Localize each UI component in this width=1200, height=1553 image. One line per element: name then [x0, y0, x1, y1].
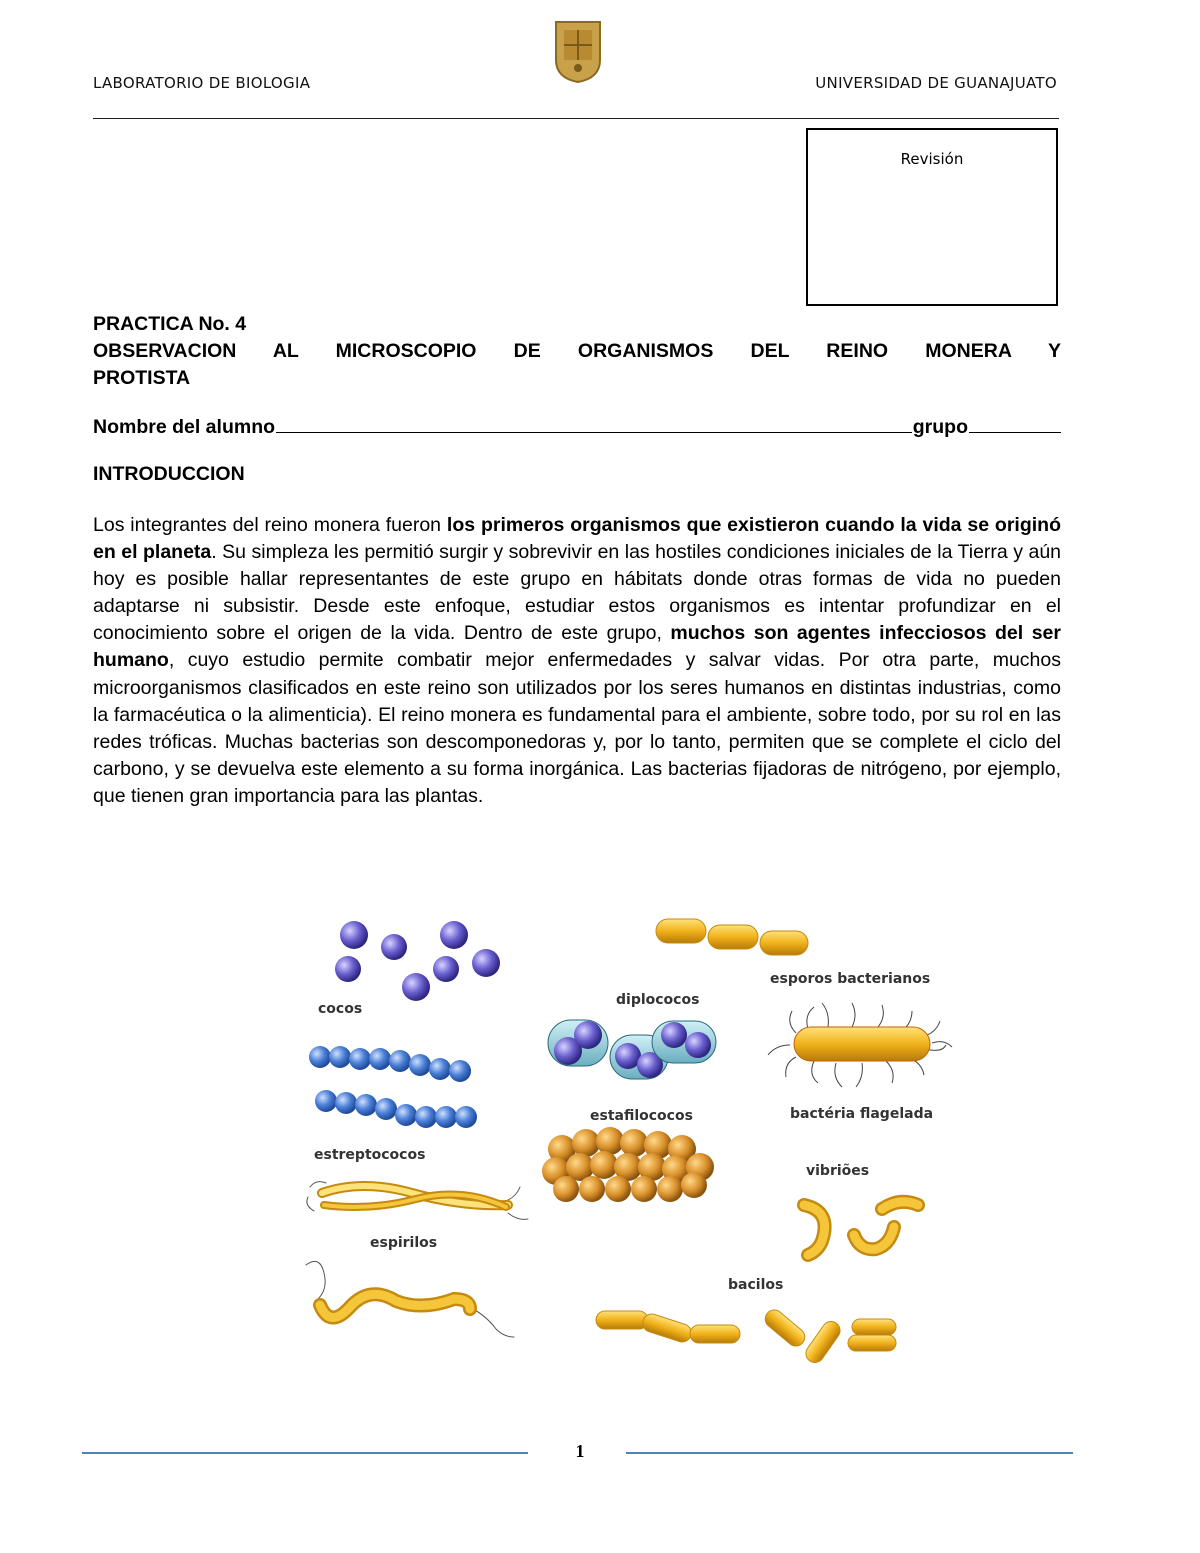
header-lab-title: LABORATORIO DE BIOLOGIA: [93, 74, 311, 92]
header-rule: [93, 118, 1059, 119]
header-university: UNIVERSIDAD DE GUANAJUATO: [815, 74, 1057, 92]
bacteria-figure: [296, 905, 956, 1380]
estafilococos-illustration: [542, 1127, 714, 1202]
intro-text-3: , cuyo estudio permite combatir mejor enfermedades y salvar vidas. Por otra parte, muchos microorganismos clasificados en este reino son utilizados por los seres humanos en distintas industrias, como la farmacéutica o la alimenticia). El reino monera es fundamental para el ambiente, sobre todo, por su rol en las redes tróficas. Muchas bacterias son descomponedoras y, por lo tanto, permiten que se complete el ciclo del carbono, y se devuelva este elemento a su forma inorgánica. Las bacterias fijadoras de nitrógeno, por ejemplo, que tienen gran importancia para las plantas.: [93, 649, 1061, 807]
footer-rule-left: [82, 1452, 528, 1454]
intro-text-1: Los integrantes del reino monera fueron: [93, 514, 447, 536]
label-bacilos: bacilos: [728, 1277, 784, 1293]
review-label: Revisión: [900, 150, 964, 168]
espirilos-illustration: [307, 1182, 528, 1220]
label-estafilococos: estafilococos: [590, 1108, 693, 1124]
review-box: [806, 128, 1058, 306]
university-seal-icon: [552, 18, 604, 84]
footer-rule-right: [626, 1452, 1073, 1454]
page-number: 1: [575, 1441, 585, 1461]
estreptococos-illustration: [309, 1046, 477, 1128]
esporos-illustration: [656, 919, 808, 955]
intro-bold-1: los primeros organismos que existieron cuando la vida se originó en el planeta: [93, 514, 1061, 564]
group-label: grupo: [912, 416, 968, 438]
intro-text-2: . Su simpleza les permitió surgir y sobrevivir en las hostiles condiciones iniciales de la Tierra y aún hoy es posible hallar representantes de este grupo en hábitats donde otras formas de vida no pueden adaptarse ni subsistir. Desde este enfoque, estudiar estos organismos es intentar profundizar en el conocimiento sobre el origen de la vida. Dentro de este grupo,: [93, 541, 1062, 645]
label-cocos: cocos: [318, 1001, 363, 1017]
label-vibriones: vibriões: [806, 1163, 870, 1179]
practice-title-line: OBSERVACION AL MICROSCOPIO DE ORGANISMOS DEL REINO MONERA Y: [93, 340, 1061, 362]
vibriones-illustration: [804, 1202, 918, 1255]
diplococos-illustration: [548, 1020, 716, 1079]
intro-bold-2: muchos son agentes infecciosos del ser humano: [93, 622, 1061, 672]
practice-title-line-2: PROTISTA: [93, 367, 191, 389]
label-flagelada: bactéria flagelada: [790, 1106, 934, 1122]
label-estreptococos: estreptococos: [314, 1147, 426, 1163]
label-diplococos: diplococos: [616, 992, 700, 1008]
student-name-field[interactable]: [276, 412, 912, 433]
label-esporos: esporos bacterianos: [770, 971, 931, 987]
practice-number: PRACTICA No. 4: [93, 313, 247, 335]
student-name-label: Nombre del alumno: [93, 416, 276, 438]
group-field[interactable]: [969, 412, 1061, 433]
intro-paragraph: [93, 512, 1061, 810]
flagelada-body: [794, 1027, 930, 1061]
practice-title: [93, 311, 1061, 392]
intro-heading: INTRODUCCION: [93, 463, 245, 485]
bacilos-illustration: [596, 1306, 896, 1366]
cocos-illustration: [335, 921, 500, 1001]
label-espirilos: espirilos: [370, 1235, 438, 1251]
student-name-row: [93, 412, 1061, 439]
espirilo-2-illustration: [306, 1261, 514, 1337]
